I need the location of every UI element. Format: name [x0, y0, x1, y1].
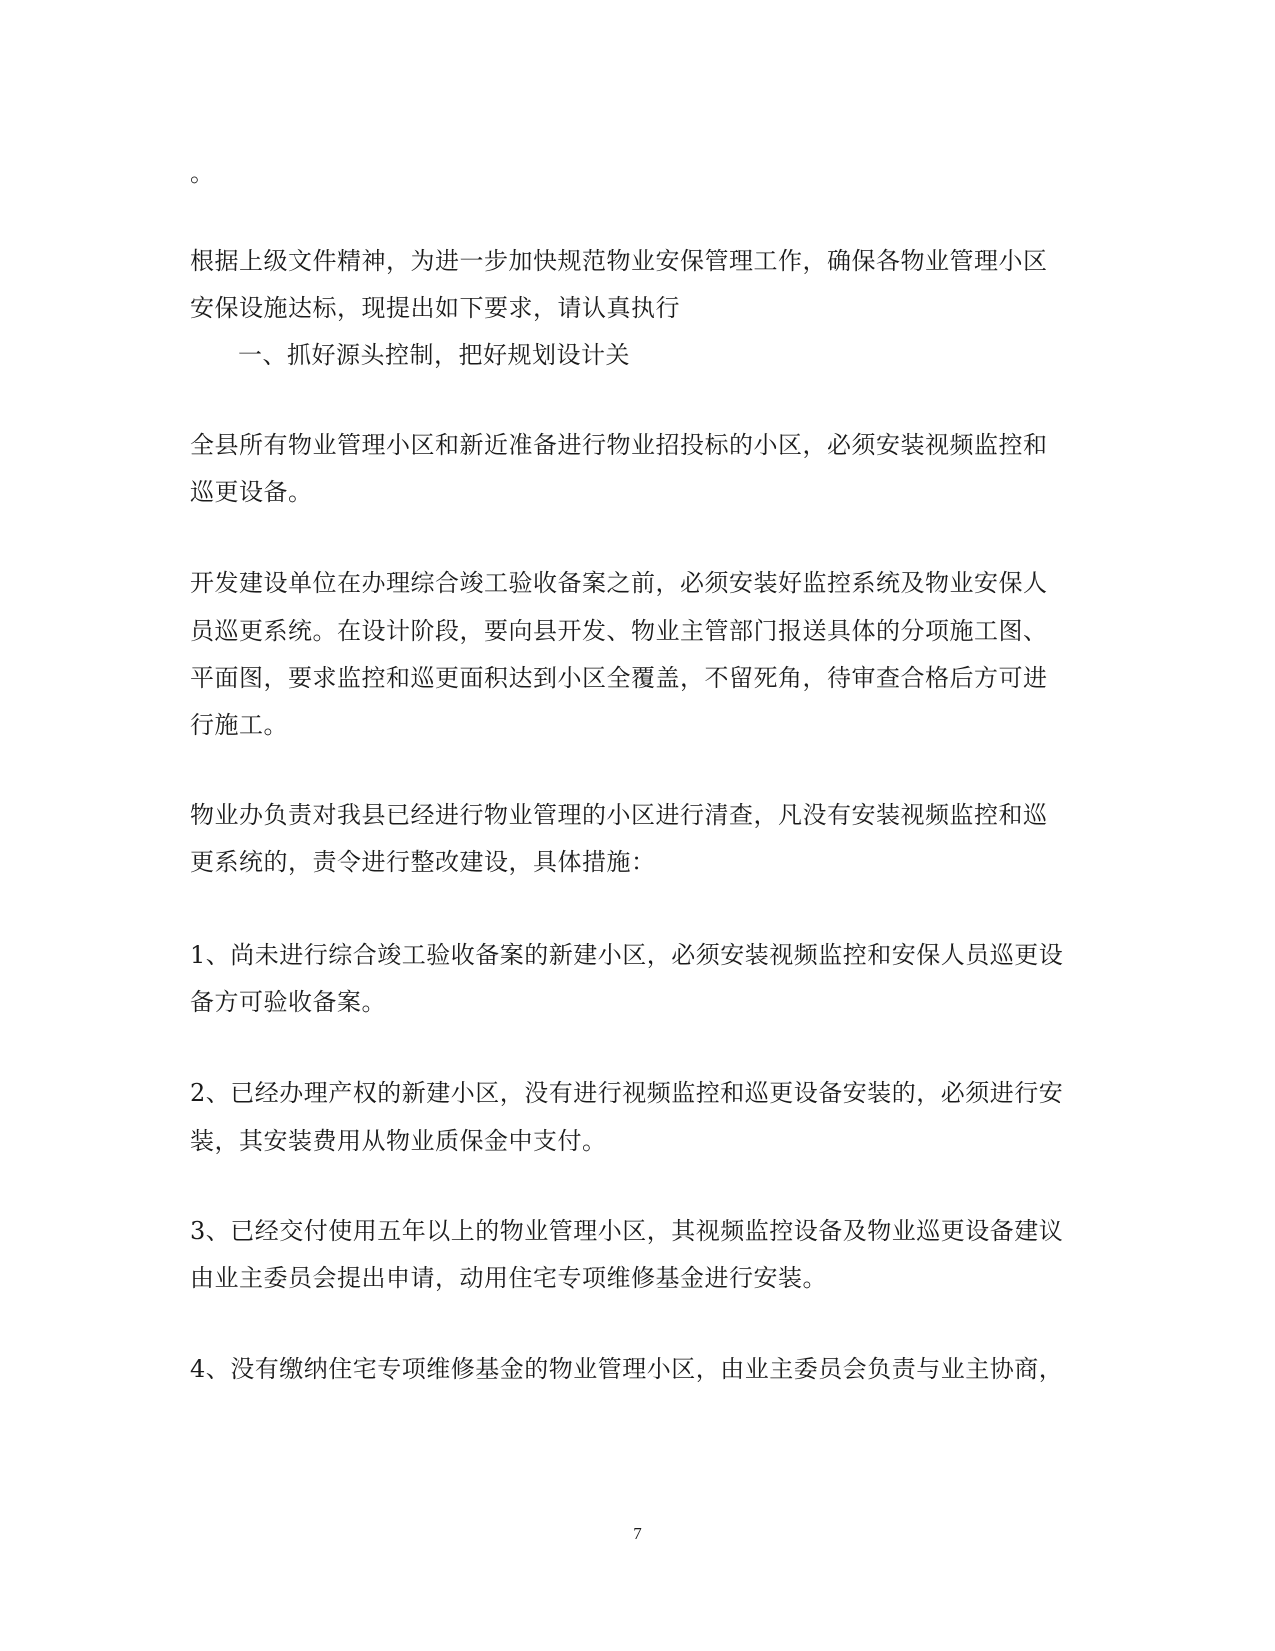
- text-line: 根据上级文件精神，为进一步加快规范物业安保管理工作，确保各物业管理小区: [190, 247, 1048, 275]
- list-item: 3、已经交付使用五年以上的物业管理小区，其视频监控设备及物业巡更设备建议: [190, 1217, 1064, 1245]
- text-line: 全县所有物业管理小区和新近准备进行物业招投标的小区，必须安装视频监控和: [190, 431, 1048, 459]
- section-heading: 一、抓好源头控制，把好规划设计关: [238, 341, 630, 369]
- text-line: 更系统的，责令进行整改建设，具体措施：: [190, 848, 656, 876]
- text-line: 平面图，要求监控和巡更面积达到小区全覆盖，不留死角，待审查合格后方可进: [190, 664, 1048, 692]
- list-item-continuation: 装，其安装费用从物业质保金中支付。: [190, 1127, 607, 1155]
- text-line: 行施工。: [190, 711, 288, 739]
- text-line: 安保设施达标，现提出如下要求，请认真执行: [190, 294, 680, 322]
- list-item: 1、尚未进行综合竣工验收备案的新建小区，必须安装视频监控和安保人员巡更设: [190, 941, 1064, 969]
- list-item-continuation: 由业主委员会提出申请，动用住宅专项维修基金进行安装。: [190, 1264, 827, 1292]
- text-line: 员巡更系统。在设计阶段，要向县开发、物业主管部门报送具体的分项施工图、: [190, 617, 1048, 645]
- text-line: 开发建设单位在办理综合竣工验收备案之前，必须安装好监控系统及物业安保人: [190, 569, 1048, 597]
- text-line: 物业办负责对我县已经进行物业管理的小区进行清查，凡没有安装视频监控和巡: [190, 801, 1048, 829]
- list-item-continuation: 备方可验收备案。: [190, 988, 386, 1016]
- list-item: 4、没有缴纳住宅专项维修基金的物业管理小区，由业主委员会负责与业主协商，: [190, 1355, 1064, 1383]
- text-line: 巡更设备。: [190, 478, 313, 506]
- text-line: 。: [190, 159, 215, 187]
- list-item: 2、已经办理产权的新建小区，没有进行视频监控和巡更设备安装的，必须进行安: [190, 1079, 1064, 1107]
- page-number: 7: [633, 1524, 642, 1543]
